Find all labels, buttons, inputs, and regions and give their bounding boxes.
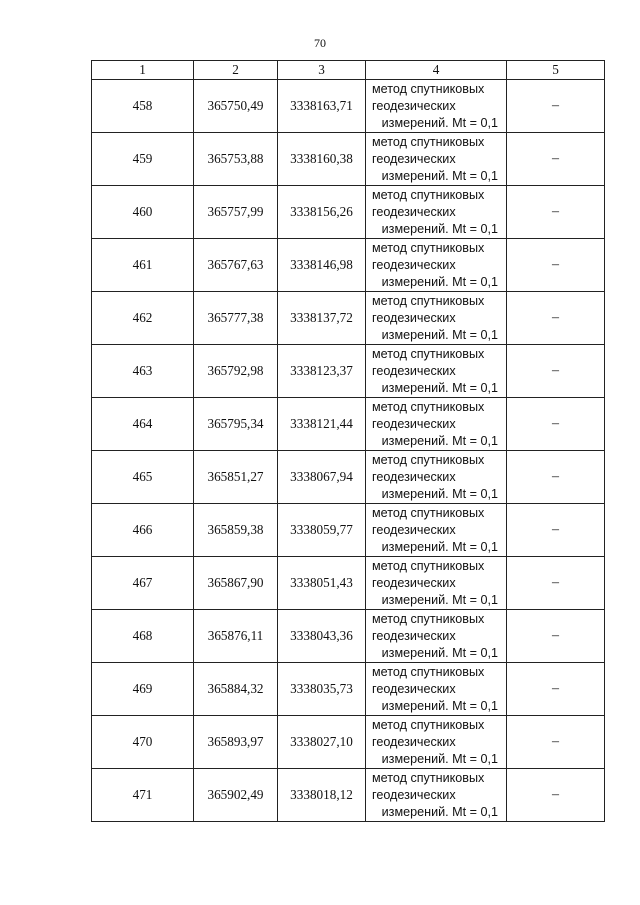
method-cell bbox=[366, 398, 507, 451]
x-coordinate-cell: 365893,97 bbox=[194, 716, 278, 769]
method-text-line: геодезических bbox=[372, 151, 456, 166]
method-text-line: геодезических bbox=[372, 204, 456, 219]
page-number: 70 bbox=[314, 36, 326, 50]
y-coordinate-cell: 3338043,36 bbox=[278, 610, 366, 663]
method-text-line: геодезических bbox=[372, 787, 456, 802]
table-row bbox=[92, 345, 605, 398]
method-text-line: метод спутниковых bbox=[372, 134, 485, 149]
table-row bbox=[92, 663, 605, 716]
note-cell: – bbox=[507, 451, 605, 504]
table-row bbox=[92, 292, 605, 345]
y-coordinate-cell: 3338121,44 bbox=[278, 398, 366, 451]
point-number-cell: 469 bbox=[92, 663, 194, 716]
point-number-cell: 471 bbox=[92, 769, 194, 822]
note-cell: – bbox=[507, 769, 605, 822]
x-coordinate-cell: 365753,88 bbox=[194, 133, 278, 186]
note-cell: – bbox=[507, 663, 605, 716]
method-text-line: метод спутниковых bbox=[372, 717, 485, 732]
table-body bbox=[92, 80, 605, 822]
table-row bbox=[92, 133, 605, 186]
method-text-line: метод спутниковых bbox=[372, 664, 485, 679]
table-row bbox=[92, 716, 605, 769]
method-text-line: геодезических bbox=[372, 628, 456, 643]
table-row bbox=[92, 769, 605, 822]
table-row bbox=[92, 451, 605, 504]
table-row bbox=[92, 504, 605, 557]
point-number-cell: 458 bbox=[92, 80, 194, 133]
y-coordinate-cell: 3338051,43 bbox=[278, 557, 366, 610]
point-number-cell: 460 bbox=[92, 186, 194, 239]
point-number-cell: 468 bbox=[92, 610, 194, 663]
note-cell: – bbox=[507, 186, 605, 239]
method-text-line: геодезических bbox=[372, 575, 456, 590]
method-text-line: измерений. Mt = 0,1 bbox=[381, 645, 498, 660]
method-text-line: измерений. Mt = 0,1 bbox=[381, 380, 498, 395]
point-number-cell: 463 bbox=[92, 345, 194, 398]
method-text-line: метод спутниковых bbox=[372, 770, 485, 785]
method-text-line: измерений. Mt = 0,1 bbox=[381, 539, 498, 554]
column-header-1: 1 bbox=[92, 61, 194, 80]
y-coordinate-cell: 3338059,77 bbox=[278, 504, 366, 557]
point-number-cell: 462 bbox=[92, 292, 194, 345]
table-row bbox=[92, 610, 605, 663]
y-coordinate-cell: 3338160,38 bbox=[278, 133, 366, 186]
method-cell bbox=[366, 451, 507, 504]
y-coordinate-cell: 3338137,72 bbox=[278, 292, 366, 345]
y-coordinate-cell: 3338027,10 bbox=[278, 716, 366, 769]
method-text-line: метод спутниковых bbox=[372, 346, 485, 361]
table-row bbox=[92, 398, 605, 451]
method-text-line: измерений. Mt = 0,1 bbox=[381, 221, 498, 236]
x-coordinate-cell: 365792,98 bbox=[194, 345, 278, 398]
table-row bbox=[92, 80, 605, 133]
method-text-line: геодезических bbox=[372, 522, 456, 537]
y-coordinate-cell: 3338067,94 bbox=[278, 451, 366, 504]
note-cell: – bbox=[507, 716, 605, 769]
method-cell bbox=[366, 345, 507, 398]
method-text-line: измерений. Mt = 0,1 bbox=[381, 698, 498, 713]
x-coordinate-cell: 365767,63 bbox=[194, 239, 278, 292]
method-text-line: геодезических bbox=[372, 98, 456, 113]
method-text-line: геодезических bbox=[372, 310, 456, 325]
y-coordinate-cell: 3338035,73 bbox=[278, 663, 366, 716]
method-text-line: метод спутниковых bbox=[372, 240, 485, 255]
x-coordinate-cell: 365795,34 bbox=[194, 398, 278, 451]
note-cell: – bbox=[507, 133, 605, 186]
method-text-line: геодезических bbox=[372, 469, 456, 484]
method-text-line: измерений. Mt = 0,1 bbox=[381, 433, 498, 448]
column-header-3: 3 bbox=[278, 61, 366, 80]
method-cell bbox=[366, 133, 507, 186]
method-text-line: геодезических bbox=[372, 257, 456, 272]
x-coordinate-cell: 365851,27 bbox=[194, 451, 278, 504]
method-cell bbox=[366, 504, 507, 557]
method-cell bbox=[366, 557, 507, 610]
x-coordinate-cell: 365884,32 bbox=[194, 663, 278, 716]
column-header-5: 5 bbox=[507, 61, 605, 80]
x-coordinate-cell: 365777,38 bbox=[194, 292, 278, 345]
note-cell: – bbox=[507, 610, 605, 663]
point-number-cell: 465 bbox=[92, 451, 194, 504]
method-text-line: метод спутниковых bbox=[372, 399, 485, 414]
point-number-cell: 467 bbox=[92, 557, 194, 610]
column-header-4: 4 bbox=[366, 61, 507, 80]
method-text-line: метод спутниковых bbox=[372, 187, 485, 202]
note-cell: – bbox=[507, 398, 605, 451]
method-text-line: метод спутниковых bbox=[372, 293, 485, 308]
table-header bbox=[92, 61, 605, 80]
x-coordinate-cell: 365902,49 bbox=[194, 769, 278, 822]
x-coordinate-cell: 365750,49 bbox=[194, 80, 278, 133]
method-text-line: метод спутниковых bbox=[372, 611, 485, 626]
y-coordinate-cell: 3338163,71 bbox=[278, 80, 366, 133]
method-cell bbox=[366, 239, 507, 292]
method-text-line: измерений. Mt = 0,1 bbox=[381, 751, 498, 766]
method-text-line: измерений. Mt = 0,1 bbox=[381, 486, 498, 501]
method-cell bbox=[366, 292, 507, 345]
y-coordinate-cell: 3338146,98 bbox=[278, 239, 366, 292]
method-text-line: измерений. Mt = 0,1 bbox=[381, 168, 498, 183]
note-cell: – bbox=[507, 557, 605, 610]
y-coordinate-cell: 3338156,26 bbox=[278, 186, 366, 239]
method-text-line: геодезических bbox=[372, 681, 456, 696]
method-text-line: геодезических bbox=[372, 416, 456, 431]
column-header-2: 2 bbox=[194, 61, 278, 80]
point-number-cell: 461 bbox=[92, 239, 194, 292]
method-cell bbox=[366, 80, 507, 133]
method-cell bbox=[366, 610, 507, 663]
note-cell: – bbox=[507, 239, 605, 292]
x-coordinate-cell: 365757,99 bbox=[194, 186, 278, 239]
method-text-line: метод спутниковых bbox=[372, 81, 485, 96]
y-coordinate-cell: 3338123,37 bbox=[278, 345, 366, 398]
table-row bbox=[92, 186, 605, 239]
coordinates-table bbox=[91, 60, 605, 822]
method-text-line: геодезических bbox=[372, 363, 456, 378]
point-number-cell: 466 bbox=[92, 504, 194, 557]
header-row bbox=[92, 61, 605, 80]
method-text-line: метод спутниковых bbox=[372, 505, 485, 520]
method-cell bbox=[366, 186, 507, 239]
y-coordinate-cell: 3338018,12 bbox=[278, 769, 366, 822]
table-row bbox=[92, 557, 605, 610]
method-cell bbox=[366, 663, 507, 716]
method-text-line: геодезических bbox=[372, 734, 456, 749]
method-cell bbox=[366, 769, 507, 822]
point-number-cell: 464 bbox=[92, 398, 194, 451]
point-number-cell: 470 bbox=[92, 716, 194, 769]
x-coordinate-cell: 365859,38 bbox=[194, 504, 278, 557]
note-cell: – bbox=[507, 345, 605, 398]
method-text-line: измерений. Mt = 0,1 bbox=[381, 327, 498, 342]
note-cell: – bbox=[507, 80, 605, 133]
method-text-line: измерений. Mt = 0,1 bbox=[381, 115, 498, 130]
method-text-line: измерений. Mt = 0,1 bbox=[381, 274, 498, 289]
note-cell: – bbox=[507, 292, 605, 345]
method-text-line: измерений. Mt = 0,1 bbox=[381, 804, 498, 819]
method-text-line: метод спутниковых bbox=[372, 558, 485, 573]
method-cell bbox=[366, 716, 507, 769]
note-cell: – bbox=[507, 504, 605, 557]
x-coordinate-cell: 365867,90 bbox=[194, 557, 278, 610]
table-row bbox=[92, 239, 605, 292]
method-text-line: измерений. Mt = 0,1 bbox=[381, 592, 498, 607]
method-text-line: метод спутниковых bbox=[372, 452, 485, 467]
point-number-cell: 459 bbox=[92, 133, 194, 186]
x-coordinate-cell: 365876,11 bbox=[194, 610, 278, 663]
